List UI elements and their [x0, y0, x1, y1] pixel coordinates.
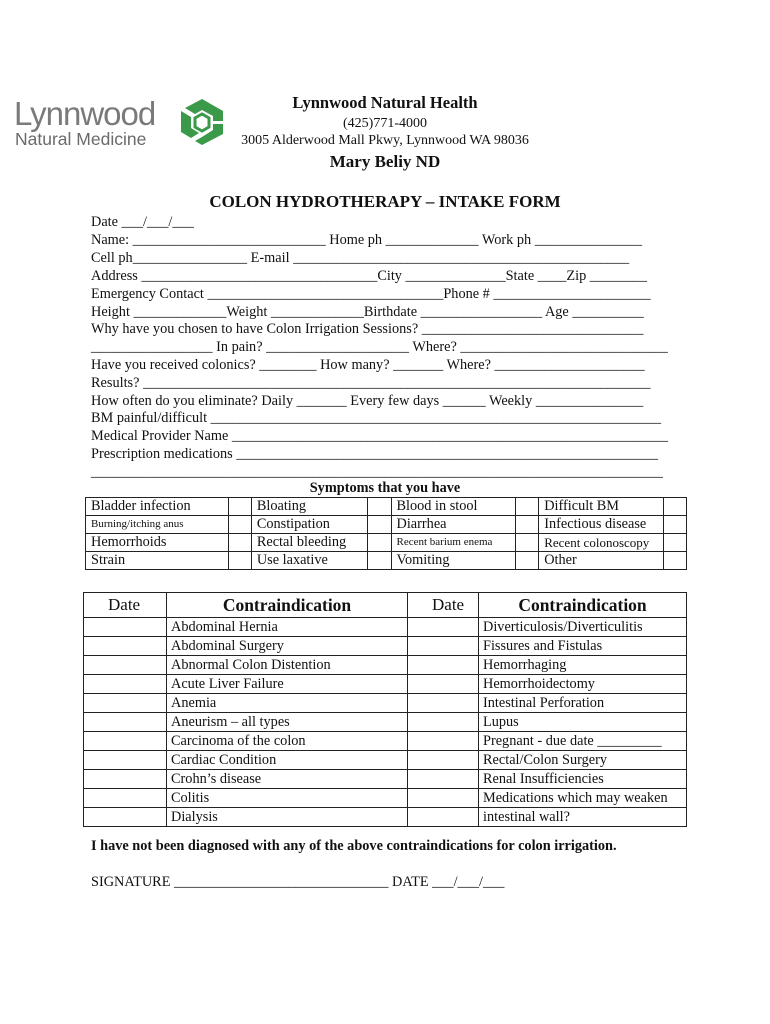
- name-phone-field-line[interactable]: Name: ___________________________ Home ph _____________ Work ph _______________: [91, 232, 642, 248]
- clinic-logo: [14, 97, 214, 157]
- symptom-checkbox[interactable]: [663, 498, 686, 516]
- contraindication-row: [84, 637, 687, 656]
- contraindication-item: Cardiac Condition: [167, 751, 408, 770]
- contraindication-column-header: Contraindication: [479, 593, 687, 618]
- symptoms-title: Symptoms that you have: [309, 480, 461, 496]
- contraindication-item: Abdominal Surgery: [167, 637, 408, 656]
- date-column-header: Date: [408, 593, 479, 618]
- clinic-phone: (425)771-4000: [343, 116, 427, 131]
- address-field-line[interactable]: Address _________________________________City ______________State ____Zip ________: [91, 268, 647, 284]
- contraindication-item: Fissures and Fistulas: [479, 637, 687, 656]
- symptom-checkbox[interactable]: [368, 498, 391, 516]
- date-cell[interactable]: [84, 808, 167, 827]
- date-cell[interactable]: [84, 751, 167, 770]
- reason-field-line[interactable]: Why have you chosen to have Colon Irrigation Sessions? _______________________________: [91, 321, 644, 337]
- symptom-label: Bloating: [251, 498, 368, 516]
- date-cell[interactable]: [408, 637, 479, 656]
- symptom-checkbox[interactable]: [516, 498, 539, 516]
- contraindication-item: Renal Insufficiencies: [479, 770, 687, 789]
- symptom-label: Use laxative: [251, 552, 368, 570]
- symptoms-row: [86, 534, 687, 552]
- contraindication-row: [84, 618, 687, 637]
- symptom-checkbox[interactable]: [228, 498, 251, 516]
- pain-field-line[interactable]: _________________ In pain? ____________________ Where? _____________________________: [91, 339, 668, 355]
- emergency-contact-field-line[interactable]: Emergency Contact _________________________________Phone # ______________________: [91, 286, 651, 302]
- declaration-statement: I have not been diagnosed with any of the above contraindications for colon irrigation.: [91, 838, 617, 854]
- symptom-label: Rectal bleeding: [251, 534, 368, 552]
- symptoms-row: [86, 498, 687, 516]
- date-cell[interactable]: [408, 675, 479, 694]
- symptom-label: Diarrhea: [391, 516, 516, 534]
- contraindication-row: [84, 751, 687, 770]
- contraindication-row: [84, 732, 687, 751]
- date-cell[interactable]: [408, 732, 479, 751]
- date-cell[interactable]: [84, 637, 167, 656]
- symptom-label: Other: [539, 552, 664, 570]
- symptom-checkbox[interactable]: [663, 552, 686, 570]
- date-cell[interactable]: [84, 675, 167, 694]
- symptom-checkbox[interactable]: [663, 516, 686, 534]
- date-cell[interactable]: [84, 618, 167, 637]
- logo-subtitle: Natural Medicine: [15, 129, 147, 149]
- date-cell[interactable]: [408, 656, 479, 675]
- symptom-label: Recent colonoscopy: [539, 534, 664, 552]
- results-field-line[interactable]: Results? _______________________________________________________________________: [91, 375, 651, 391]
- cell-email-field-line[interactable]: Cell ph________________ E-mail _______________________________________________: [91, 250, 630, 266]
- symptom-checkbox[interactable]: [228, 552, 251, 570]
- contraindication-item: Hemorrhaging: [479, 656, 687, 675]
- contraindication-item: Crohn’s disease: [167, 770, 408, 789]
- symptom-checkbox[interactable]: [516, 534, 539, 552]
- symptoms-table: [85, 497, 687, 570]
- contraindication-row: [84, 656, 687, 675]
- contraindication-item[interactable]: Pregnant - due date _________: [479, 732, 687, 751]
- contraindication-row: [84, 808, 687, 827]
- medical-provider-field-line[interactable]: Medical Provider Name _____________________________________________________________: [91, 428, 668, 444]
- prescriptions-field-line[interactable]: Prescription medications ___________________________________________________________: [91, 446, 659, 462]
- contraindication-item: Rectal/Colon Surgery: [479, 751, 687, 770]
- contraindication-item: Dialysis: [167, 808, 408, 827]
- symptom-checkbox[interactable]: [516, 552, 539, 570]
- date-cell[interactable]: [84, 789, 167, 808]
- date-cell[interactable]: [408, 713, 479, 732]
- symptom-checkbox[interactable]: [516, 516, 539, 534]
- symptom-label: Vomiting: [391, 552, 516, 570]
- date-cell[interactable]: [408, 751, 479, 770]
- symptom-label: Burning/itching anus: [86, 516, 229, 534]
- signature-date-line[interactable]: SIGNATURE ______________________________ DATE ___/___/___: [91, 874, 505, 890]
- contraindication-item: Acute Liver Failure: [167, 675, 408, 694]
- symptom-checkbox[interactable]: [663, 534, 686, 552]
- date-field-line[interactable]: Date ___/___/___: [91, 214, 194, 230]
- symptoms-row: [86, 552, 687, 570]
- symptom-checkbox[interactable]: [228, 516, 251, 534]
- contraindication-column-header: Contraindication: [167, 593, 408, 618]
- date-cell[interactable]: [408, 808, 479, 827]
- symptom-label: Strain: [86, 552, 229, 570]
- contraindication-item: intestinal wall?: [479, 808, 687, 827]
- doctor-name: Mary Beliy ND: [329, 152, 441, 171]
- contraindications-table: [83, 592, 687, 827]
- symptom-label: Blood in stool: [391, 498, 516, 516]
- date-cell[interactable]: [408, 770, 479, 789]
- date-cell[interactable]: [408, 694, 479, 713]
- symptom-label: Constipation: [251, 516, 368, 534]
- date-cell[interactable]: [84, 713, 167, 732]
- contraindication-item: Abnormal Colon Distention: [167, 656, 408, 675]
- date-column-header: Date: [84, 593, 167, 618]
- date-cell[interactable]: [84, 732, 167, 751]
- symptom-label: Bladder infection: [86, 498, 229, 516]
- contraindication-item: Intestinal Perforation: [479, 694, 687, 713]
- contraindication-row: [84, 770, 687, 789]
- bm-painful-field-line[interactable]: BM painful/difficult _______________________________________________________________: [91, 410, 662, 426]
- contraindication-item: Carcinoma of the colon: [167, 732, 408, 751]
- symptom-label: Recent barium enema: [391, 534, 516, 552]
- date-cell[interactable]: [408, 789, 479, 808]
- contraindication-row: [84, 694, 687, 713]
- date-cell[interactable]: [84, 694, 167, 713]
- symptom-label: Infectious disease: [539, 516, 664, 534]
- clinic-name: Lynnwood Natural Health: [292, 93, 478, 112]
- form-title: COLON HYDROTHERAPY – INTAKE FORM: [209, 192, 561, 211]
- contraindication-item: Lupus: [479, 713, 687, 732]
- prescriptions-continued-line[interactable]: ________________________________________________________________________________: [91, 464, 663, 480]
- symptom-checkbox[interactable]: [368, 516, 391, 534]
- date-cell[interactable]: [84, 770, 167, 789]
- logo-wordmark: Lynnwood: [14, 95, 156, 132]
- contraindication-row: [84, 713, 687, 732]
- date-cell[interactable]: [408, 618, 479, 637]
- symptom-checkbox[interactable]: [228, 534, 251, 552]
- contraindication-row: [84, 789, 687, 808]
- contraindication-item: Anemia: [167, 694, 408, 713]
- symptom-label: Difficult BM: [539, 498, 664, 516]
- contraindication-item: Colitis: [167, 789, 408, 808]
- contraindication-row: [84, 675, 687, 694]
- contraindications-header-row: [84, 593, 687, 618]
- contraindication-item: Hemorrhoidectomy: [479, 675, 687, 694]
- contraindication-item: Abdominal Hernia: [167, 618, 408, 637]
- date-cell[interactable]: [84, 656, 167, 675]
- previous-colonics-field-line[interactable]: Have you received colonics? ________ How many? _______ Where? _____________________: [91, 357, 645, 373]
- contraindication-item: Medications which may weaken: [479, 789, 687, 808]
- height-weight-field-line[interactable]: Height _____________Weight _____________Birthdate _________________ Age __________: [91, 304, 644, 320]
- symptom-label: Hemorrhoids: [86, 534, 229, 552]
- clinic-address: 3005 Alderwood Mall Pkwy, Lynnwood WA 98036: [241, 133, 529, 148]
- symptoms-row: [86, 516, 687, 534]
- elimination-field-line[interactable]: How often do you eliminate? Daily _______ Every few days ______ Weekly _______________: [91, 393, 644, 409]
- contraindication-item: Aneurism – all types: [167, 713, 408, 732]
- symptom-checkbox[interactable]: [368, 534, 391, 552]
- contraindication-item: Diverticulosis/Diverticulitis: [479, 618, 687, 637]
- symptom-checkbox[interactable]: [368, 552, 391, 570]
